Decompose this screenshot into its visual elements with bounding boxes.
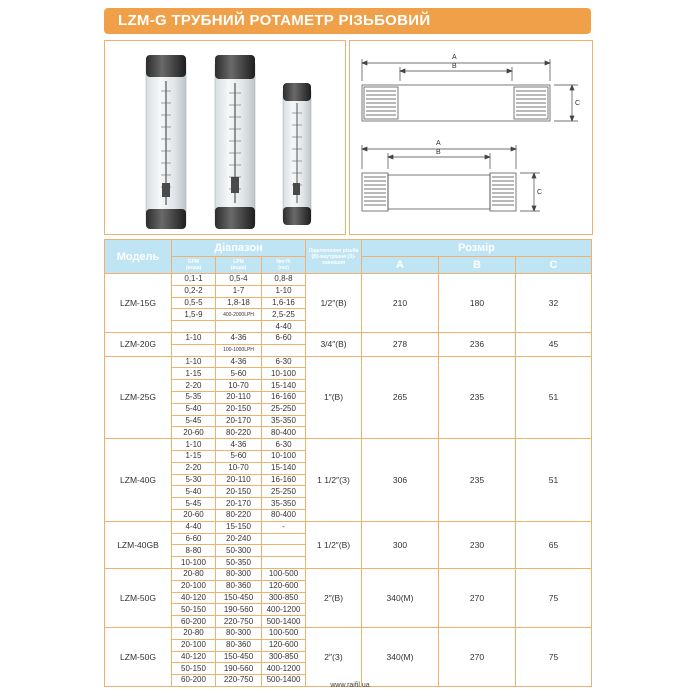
lpm-cell: 190-560 [216, 663, 262, 675]
gpm-cell: 5-45 [172, 415, 216, 427]
lpm-cell: 220-750 [216, 616, 262, 628]
size-b-cell: 235 [439, 356, 516, 439]
nm3h-cell: 400-1200 [262, 604, 306, 616]
nm3h-cell: 25-250 [262, 403, 306, 415]
dim-label-c-bottom: C [537, 189, 543, 196]
dim-label-b-top: B [452, 63, 457, 70]
nm3h-cell: 35-350 [262, 498, 306, 510]
gpm-cell: 40-120 [172, 592, 216, 604]
header-lpm: LPM (вода) [216, 257, 262, 274]
size-a-cell: 278 [362, 332, 439, 356]
header-c: C [516, 257, 592, 274]
dim-label-a-bottom: A [436, 140, 441, 147]
page-title: LZM-G ТРУБНИЙ РОТАМЕТР РІЗЬБОВИЙ [118, 12, 431, 29]
connection-cell: 1/2″(В) [306, 274, 362, 333]
lpm-cell: 1,8-18 [216, 297, 262, 309]
lpm-cell [216, 321, 262, 333]
size-a-cell: 306 [362, 439, 439, 522]
title-banner [104, 8, 591, 34]
rotameter-tube-3 [283, 83, 311, 225]
drawing-external-thread [362, 145, 543, 211]
lpm-cell: 4-36 [216, 439, 262, 451]
lpm-cell: 20-170 [216, 498, 262, 510]
lpm-cell: 80-300 [216, 627, 262, 639]
specification-table [104, 239, 592, 687]
model-cell: LZM-50G [105, 627, 172, 686]
lpm-cell: 80-300 [216, 568, 262, 580]
header-connection: Підключення різьба (В)-внутрішня (З)-зовнішня [306, 240, 362, 274]
connection-cell: 2″(В) [306, 568, 362, 627]
connection-cell: 1 1/2″(В) [306, 521, 362, 568]
table-row [105, 627, 592, 639]
nm3h-cell [262, 533, 306, 545]
nm3h-cell: 15-140 [262, 462, 306, 474]
nm3h-cell: 120-600 [262, 580, 306, 592]
product-photo [104, 40, 346, 235]
model-cell: LZM-40GB [105, 521, 172, 568]
rotameter-tube-2 [215, 55, 255, 229]
gpm-cell: 5-40 [172, 486, 216, 498]
lpm-cell: 15-150 [216, 521, 262, 533]
model-cell: LZM-15G [105, 274, 172, 333]
lpm-cell: 80-360 [216, 580, 262, 592]
lpm-cell: 10-70 [216, 462, 262, 474]
lpm-cell: 4-36 [216, 332, 262, 344]
gpm-cell: 50-150 [172, 604, 216, 616]
gpm-cell: 5-40 [172, 403, 216, 415]
model-cell: LZM-25G [105, 356, 172, 439]
table-row [105, 568, 592, 580]
size-c-cell: 45 [516, 332, 592, 356]
nm3h-cell: 300-850 [262, 592, 306, 604]
size-a-cell: 265 [362, 356, 439, 439]
nm3h-cell: 400-1200 [262, 663, 306, 675]
nm3h-cell: 16-160 [262, 391, 306, 403]
lpm-cell: 20-110 [216, 391, 262, 403]
size-a-cell: 340(М) [362, 568, 439, 627]
size-b-cell: 230 [439, 521, 516, 568]
gpm-cell: 20-80 [172, 568, 216, 580]
gpm-cell: 0,5-5 [172, 297, 216, 309]
gpm-cell: 10-100 [172, 557, 216, 569]
table-row [105, 356, 592, 368]
table-row [105, 439, 592, 451]
gpm-cell: 1,5-9 [172, 309, 216, 321]
nm3h-cell: 0,8-8 [262, 274, 306, 286]
gpm-cell: 20-80 [172, 627, 216, 639]
lpm-cell: 50-350 [216, 557, 262, 569]
gpm-cell: 2-20 [172, 462, 216, 474]
size-b-cell: 180 [439, 274, 516, 333]
dim-label-b-bottom: B [436, 149, 441, 156]
gpm-cell: 0,1-1 [172, 274, 216, 286]
header-model: Модель [105, 240, 172, 274]
gpm-cell: 5-45 [172, 498, 216, 510]
nm3h-cell: 500-1400 [262, 616, 306, 628]
size-c-cell: 51 [516, 356, 592, 439]
header-gpm: GPM (вода) [172, 257, 216, 274]
gpm-cell: 1-10 [172, 356, 216, 368]
connection-cell: 1″(В) [306, 356, 362, 439]
table-row [105, 332, 592, 344]
header-range: Діапазон [172, 240, 306, 257]
model-cell: LZM-20G [105, 332, 172, 356]
size-c-cell: 65 [516, 521, 592, 568]
dim-label-a-top: A [452, 54, 457, 61]
gpm-cell: 5-30 [172, 474, 216, 486]
gpm-cell: 20-60 [172, 509, 216, 521]
nm3h-cell [262, 557, 306, 569]
gpm-cell: 50-150 [172, 663, 216, 675]
gpm-cell: 60-200 [172, 616, 216, 628]
connection-cell: 2″(З) [306, 627, 362, 686]
lpm-cell: 4-36 [216, 356, 262, 368]
nm3h-cell: 300-850 [262, 651, 306, 663]
nm3h-cell: 6-30 [262, 356, 306, 368]
size-a-cell: 210 [362, 274, 439, 333]
size-b-cell: 270 [439, 627, 516, 686]
nm3h-cell: 35-350 [262, 415, 306, 427]
gpm-cell: 40-120 [172, 651, 216, 663]
header-b: B [439, 257, 516, 274]
lpm-cell: 10-70 [216, 380, 262, 392]
nm3h-cell: 10-100 [262, 450, 306, 462]
nm3h-cell: 100-500 [262, 568, 306, 580]
lpm-cell: 190-560 [216, 604, 262, 616]
website-url: www.raifil.ua [330, 682, 370, 689]
nm3h-cell: 80-400 [262, 427, 306, 439]
drawing-internal-thread [362, 59, 581, 121]
lpm-cell: 80-360 [216, 639, 262, 651]
header-a: A [362, 257, 439, 274]
gpm-cell: 20-60 [172, 427, 216, 439]
lpm-cell: 100-1000LPH [216, 344, 262, 356]
lpm-cell: 5-60 [216, 368, 262, 380]
lpm-cell: 20-150 [216, 486, 262, 498]
connection-cell: 3/4″(В) [306, 332, 362, 356]
nm3h-cell: 120-600 [262, 639, 306, 651]
lpm-cell: 220-750 [216, 675, 262, 687]
gpm-cell: 1-10 [172, 332, 216, 344]
dim-label-c-top: C [575, 100, 581, 107]
gpm-cell: 20-100 [172, 639, 216, 651]
size-c-cell: 32 [516, 274, 592, 333]
lpm-cell: 20-240 [216, 533, 262, 545]
lpm-cell: 5-60 [216, 450, 262, 462]
connection-cell: 1 1/2″(З) [306, 439, 362, 522]
nm3h-cell: 100-500 [262, 627, 306, 639]
rotameters-image [105, 41, 345, 234]
gpm-cell [172, 344, 216, 356]
size-c-cell: 51 [516, 439, 592, 522]
nm3h-cell: 25-250 [262, 486, 306, 498]
lpm-cell: 20-150 [216, 403, 262, 415]
gpm-cell: 5-35 [172, 391, 216, 403]
nm3h-cell [262, 545, 306, 557]
lpm-cell: 150-450 [216, 651, 262, 663]
nm3h-cell [262, 344, 306, 356]
size-a-cell: 300 [362, 521, 439, 568]
table-row [105, 521, 592, 533]
gpm-cell: 1-10 [172, 439, 216, 451]
dimension-diagram [350, 41, 592, 234]
gpm-cell: 4-40 [172, 521, 216, 533]
gpm-cell: 2-20 [172, 380, 216, 392]
lpm-cell: 20-110 [216, 474, 262, 486]
size-c-cell: 75 [516, 568, 592, 627]
lpm-cell: 80-220 [216, 509, 262, 521]
size-b-cell: 236 [439, 332, 516, 356]
lpm-cell: 0,5-4 [216, 274, 262, 286]
model-cell: LZM-50G [105, 568, 172, 627]
nm3h-cell: 10-100 [262, 368, 306, 380]
size-b-cell: 235 [439, 439, 516, 522]
nm3h-cell: - [262, 521, 306, 533]
rotameter-tube-1 [146, 55, 186, 229]
header-nm3h: Nm³/h (газ) [262, 257, 306, 274]
header-size: Розмір [362, 240, 592, 257]
dimension-drawing [349, 40, 593, 235]
size-c-cell: 75 [516, 627, 592, 686]
lpm-cell: 80-220 [216, 427, 262, 439]
model-cell: LZM-40G [105, 439, 172, 522]
nm3h-cell: 1,6-16 [262, 297, 306, 309]
size-a-cell: 340(М) [362, 627, 439, 686]
lpm-cell: 400-2000LPH [216, 309, 262, 321]
nm3h-cell: 15-140 [262, 380, 306, 392]
gpm-cell: 0,2-2 [172, 285, 216, 297]
gpm-cell: 20-100 [172, 580, 216, 592]
gpm-cell: 1-15 [172, 368, 216, 380]
gpm-cell [172, 321, 216, 333]
table-row [105, 274, 592, 286]
lpm-cell: 1-7 [216, 285, 262, 297]
nm3h-cell: 16-160 [262, 474, 306, 486]
gpm-cell: 6-60 [172, 533, 216, 545]
lpm-cell: 150-450 [216, 592, 262, 604]
lpm-cell: 50-300 [216, 545, 262, 557]
nm3h-cell: 4-40 [262, 321, 306, 333]
nm3h-cell: 1-10 [262, 285, 306, 297]
gpm-cell: 1-15 [172, 450, 216, 462]
gpm-cell: 8-80 [172, 545, 216, 557]
size-b-cell: 270 [439, 568, 516, 627]
nm3h-cell: 2,5-25 [262, 309, 306, 321]
lpm-cell: 20-170 [216, 415, 262, 427]
nm3h-cell: 500-1400 [262, 675, 306, 687]
nm3h-cell: 6-30 [262, 439, 306, 451]
gpm-cell: 60-200 [172, 675, 216, 687]
nm3h-cell: 6-60 [262, 332, 306, 344]
nm3h-cell: 80-400 [262, 509, 306, 521]
table-body [105, 274, 592, 687]
